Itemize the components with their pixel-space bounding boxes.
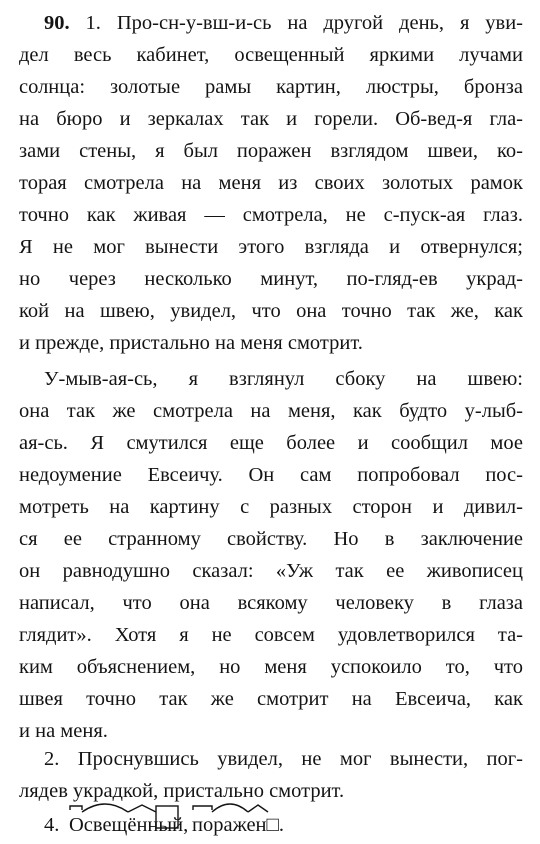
paragraph2-line: глядит». Хотя я не совсем удовлетворился та- bbox=[19, 624, 523, 646]
paragraph1-line: Я не мог вынести этого взгляда и отвернулся; bbox=[19, 236, 523, 258]
paragraph2-line: написал, что она всякому человеку в глаза bbox=[19, 592, 523, 614]
analyzed-word-1: Освещённый, bbox=[69, 814, 189, 836]
item2-line: лядев украдкой, пристально смотрит. bbox=[19, 780, 345, 802]
paragraph2-line: мотреть на картину с разных сторон и дивил- bbox=[19, 496, 523, 518]
paragraph2-line: он равнодушно сказал: «Уж так ее живописец bbox=[19, 560, 523, 582]
root-arc bbox=[212, 804, 248, 812]
paragraph2-line: ая-сь. Я смутился еще более и сообщил мое bbox=[19, 432, 523, 454]
root-arc bbox=[82, 804, 128, 812]
paragraph1-line: торая смотрела на меня из своих золотых рамок bbox=[19, 172, 523, 194]
paragraph1-line: дел весь кабинет, освещенный яркими лучами bbox=[19, 44, 523, 66]
paragraph1-line: на бюро и зеркалах так и горели. Об-вед-я гла- bbox=[19, 108, 523, 130]
exercise-line-1 bbox=[44, 7, 523, 39]
paragraph2-line: ся ее странному свойству. Но в заключение bbox=[19, 528, 523, 550]
paragraph1-line: и прежде, пристально на меня смотрит. bbox=[19, 332, 363, 354]
paragraph2-line: ким объяснением, но меня успокоило то, что bbox=[19, 656, 523, 678]
exercise-number: 90. bbox=[44, 12, 70, 34]
paragraph1-line: точно как живая — смотрела, не с-пуск-ая глаз. bbox=[19, 204, 523, 226]
paragraph2-line: она так же смотрела на меня, как будто у-лыб- bbox=[19, 400, 523, 422]
paragraph2-line: и на меня. bbox=[19, 720, 108, 742]
suffix-mark bbox=[248, 805, 268, 812]
paragraph1-line: солнца: золотые рамы картин, люстры, бронза bbox=[19, 76, 523, 98]
paragraph1-line: 1. Про-сн-у-вш-и-сь на другой день, я уви- bbox=[85, 12, 524, 34]
item2-line: 2. Проснувшись увидел, не мог вынести, пог- bbox=[44, 748, 523, 770]
paragraph1-line: кой на швею, увидел, что она точно так же, как bbox=[19, 300, 523, 322]
paragraph2-line: швея точно так же смотрит на Евсеича, как bbox=[19, 688, 523, 710]
paragraph2-line: недоумение Евсеичу. Он сам попробовал пос- bbox=[19, 464, 523, 486]
item4-label: 4. bbox=[44, 814, 60, 836]
paragraph1-line: зами стены, я был поражен взглядом швеи, ко- bbox=[19, 140, 523, 162]
analyzed-word-2: поражен□. bbox=[192, 814, 285, 836]
morpheme-marks bbox=[44, 804, 424, 844]
paragraph1-line: но через несколько минут, по-гляд-ев украд- bbox=[19, 268, 523, 290]
prefix-mark bbox=[70, 806, 82, 810]
morpheme-analysis bbox=[44, 804, 424, 840]
prefix-mark bbox=[193, 806, 212, 810]
suffix-mark bbox=[128, 805, 156, 812]
ending-box bbox=[156, 806, 178, 828]
paragraph2-line: У-мыв-ая-сь, я взглянул сбоку на швею: bbox=[44, 368, 523, 390]
